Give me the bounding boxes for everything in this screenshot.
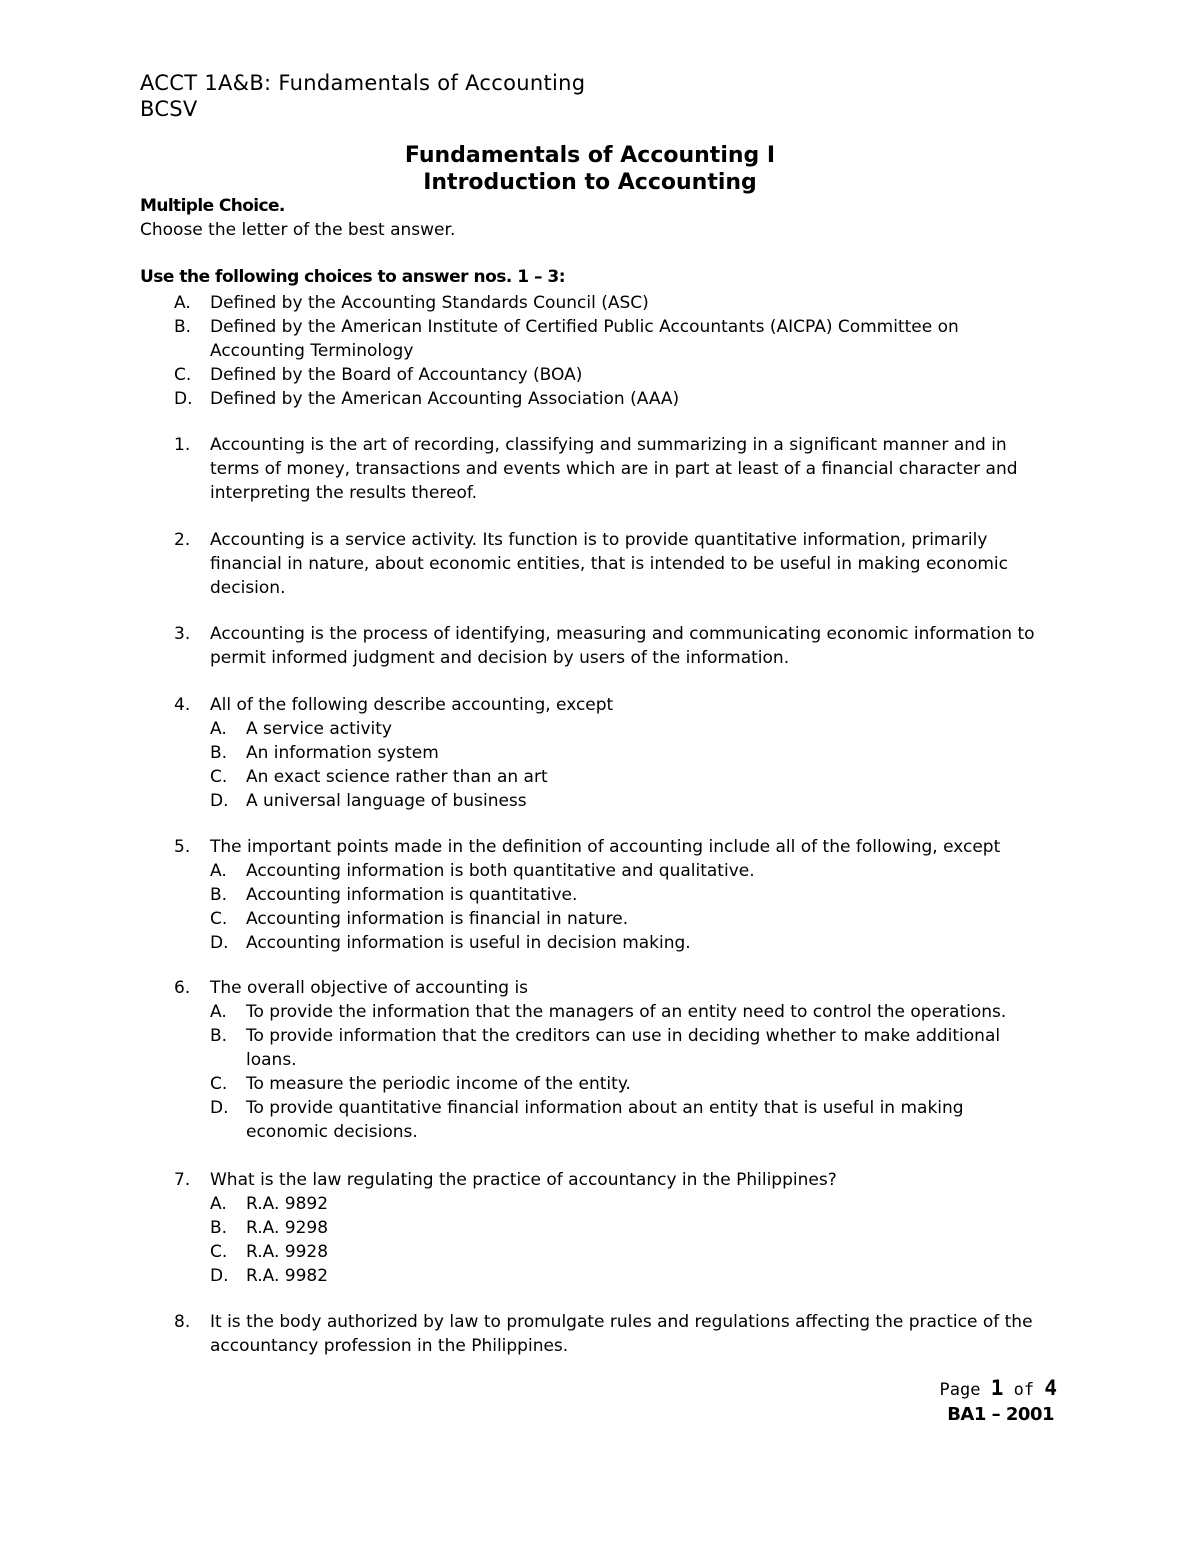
course-title: ACCT 1A&B: Fundamentals of Accounting [140,71,586,95]
shared-choice [140,363,1060,387]
option-text: To measure the periodic income of the entity. [246,1074,631,1094]
question-text: Accounting is the art of recording, classifying and summarizing in a significant manner and in terms of money, transactions and events which are in part at least of a financial character and interpreting the results thereof. [210,435,1018,503]
option [140,907,1060,931]
option [140,789,1060,813]
shared-choice [140,315,1060,363]
option-letter: D. [210,933,229,953]
choice-text: Defined by the American Institute of Certified Public Accountants (AICPA) Committee on Accounting Terminology [210,317,959,361]
question-3 [140,622,1060,670]
page-total: 4 [1044,1376,1057,1400]
question-number: 2. [174,530,191,550]
option-letter: A. [210,861,227,881]
option [140,1216,1060,1240]
question-number: 6. [174,978,191,998]
option-text: R.A. 9982 [246,1266,329,1286]
question-text: It is the body authorized by law to promulgate rules and regulations affecting the practice of the accountancy profession in the Philippines. [210,1312,1033,1356]
option [140,1072,1060,1096]
option-letter: C. [210,1074,228,1094]
option-text: To provide quantitative financial information about an entity that is useful in making economic decisions. [246,1098,964,1142]
option [140,931,1060,955]
question-number: 5. [174,837,191,857]
option-letter: C. [210,1242,228,1262]
option-letter: B. [210,743,228,763]
question-4 [140,693,1060,813]
question-7 [140,1168,1060,1288]
option [140,1096,1060,1144]
choice-letter: D. [174,389,193,409]
option-text: R.A. 9928 [246,1242,329,1262]
question-8 [140,1310,1060,1358]
course-code: BCSV [140,97,198,121]
option-text: To provide information that the creditors can use in deciding whether to make additional loans. [246,1026,1001,1070]
shared-choice [140,291,1060,315]
page-number [940,1376,1058,1400]
shared-choices-list [140,291,1060,411]
document-subtitle: Introduction to Accounting [423,170,757,195]
question-text: Accounting is a service activity. Its function is to provide quantitative information, primarily financial in nature, about economic entities, that is intended to be useful in making economic decision. [210,530,1008,598]
question-text: The overall objective of accounting is [210,978,529,998]
option-letter: B. [210,885,228,905]
question-text: The important points made in the definition of accounting include all of the following, except [210,837,1001,857]
question-number: 3. [174,624,191,644]
question-number: 8. [174,1312,191,1332]
page-word: Page [939,1380,981,1400]
choice-text: Defined by the Accounting Standards Council (ASC) [210,293,649,313]
option [140,741,1060,765]
option-letter: D. [210,791,229,811]
option [140,717,1060,741]
document-code: BA1 – 2001 [947,1404,1054,1425]
choice-text: Defined by the American Accounting Association (AAA) [210,389,680,409]
option-text: An information system [246,743,439,763]
page-current: 1 [990,1376,1004,1400]
choice-letter: A. [174,293,191,313]
shared-choices-intro: Use the following choices to answer nos. 1 – 3: [140,267,566,287]
option [140,1024,1060,1072]
option-text: To provide the information that the managers of an entity need to control the operations. [246,1002,1007,1022]
question-5 [140,835,1060,955]
question-text: All of the following describe accounting, except [210,695,614,715]
option-letter: D. [210,1098,229,1118]
option-letter: C. [210,767,228,787]
option-text: A universal language of business [246,791,527,811]
option-text: R.A. 9298 [246,1218,329,1238]
option [140,1000,1060,1024]
option-text: Accounting information is financial in nature. [246,909,629,929]
question-number: 4. [174,695,191,715]
choice-text: Defined by the Board of Accountancy (BOA) [210,365,583,385]
option-text: Accounting information is both quantitative and qualitative. [246,861,755,881]
option [140,1264,1060,1288]
choice-letter: B. [174,317,192,337]
choice-letter: C. [174,365,192,385]
shared-choice [140,387,1060,411]
option-text: Accounting information is useful in decision making. [246,933,691,953]
question-number: 1. [174,435,191,455]
question-text: Accounting is the process of identifying, measuring and communicating economic information to permit informed judgment and decision by users of the information. [210,624,1035,668]
question-number: 7. [174,1170,191,1190]
option [140,765,1060,789]
option-letter: A. [210,1002,227,1022]
option-letter: B. [210,1218,228,1238]
instructions: Choose the letter of the best answer. [140,220,456,240]
option-text: An exact science rather than an art [246,767,548,787]
option-text: R.A. 9892 [246,1194,329,1214]
option [140,1192,1060,1216]
option-letter: A. [210,719,227,739]
option [140,859,1060,883]
option-letter: D. [210,1266,229,1286]
option [140,1240,1060,1264]
option-letter: B. [210,1026,228,1046]
question-text: What is the law regulating the practice of accountancy in the Philippines? [210,1170,837,1190]
option-letter: A. [210,1194,227,1214]
document-title: Fundamentals of Accounting I [404,143,776,168]
section-label: Multiple Choice. [140,196,285,216]
question-2 [140,528,1060,600]
option [140,883,1060,907]
question-1 [140,433,1060,505]
question-6 [140,976,1060,1144]
option-letter: C. [210,909,228,929]
option-text: Accounting information is quantitative. [246,885,578,905]
of-word: of [1013,1380,1035,1400]
option-text: A service activity [246,719,392,739]
